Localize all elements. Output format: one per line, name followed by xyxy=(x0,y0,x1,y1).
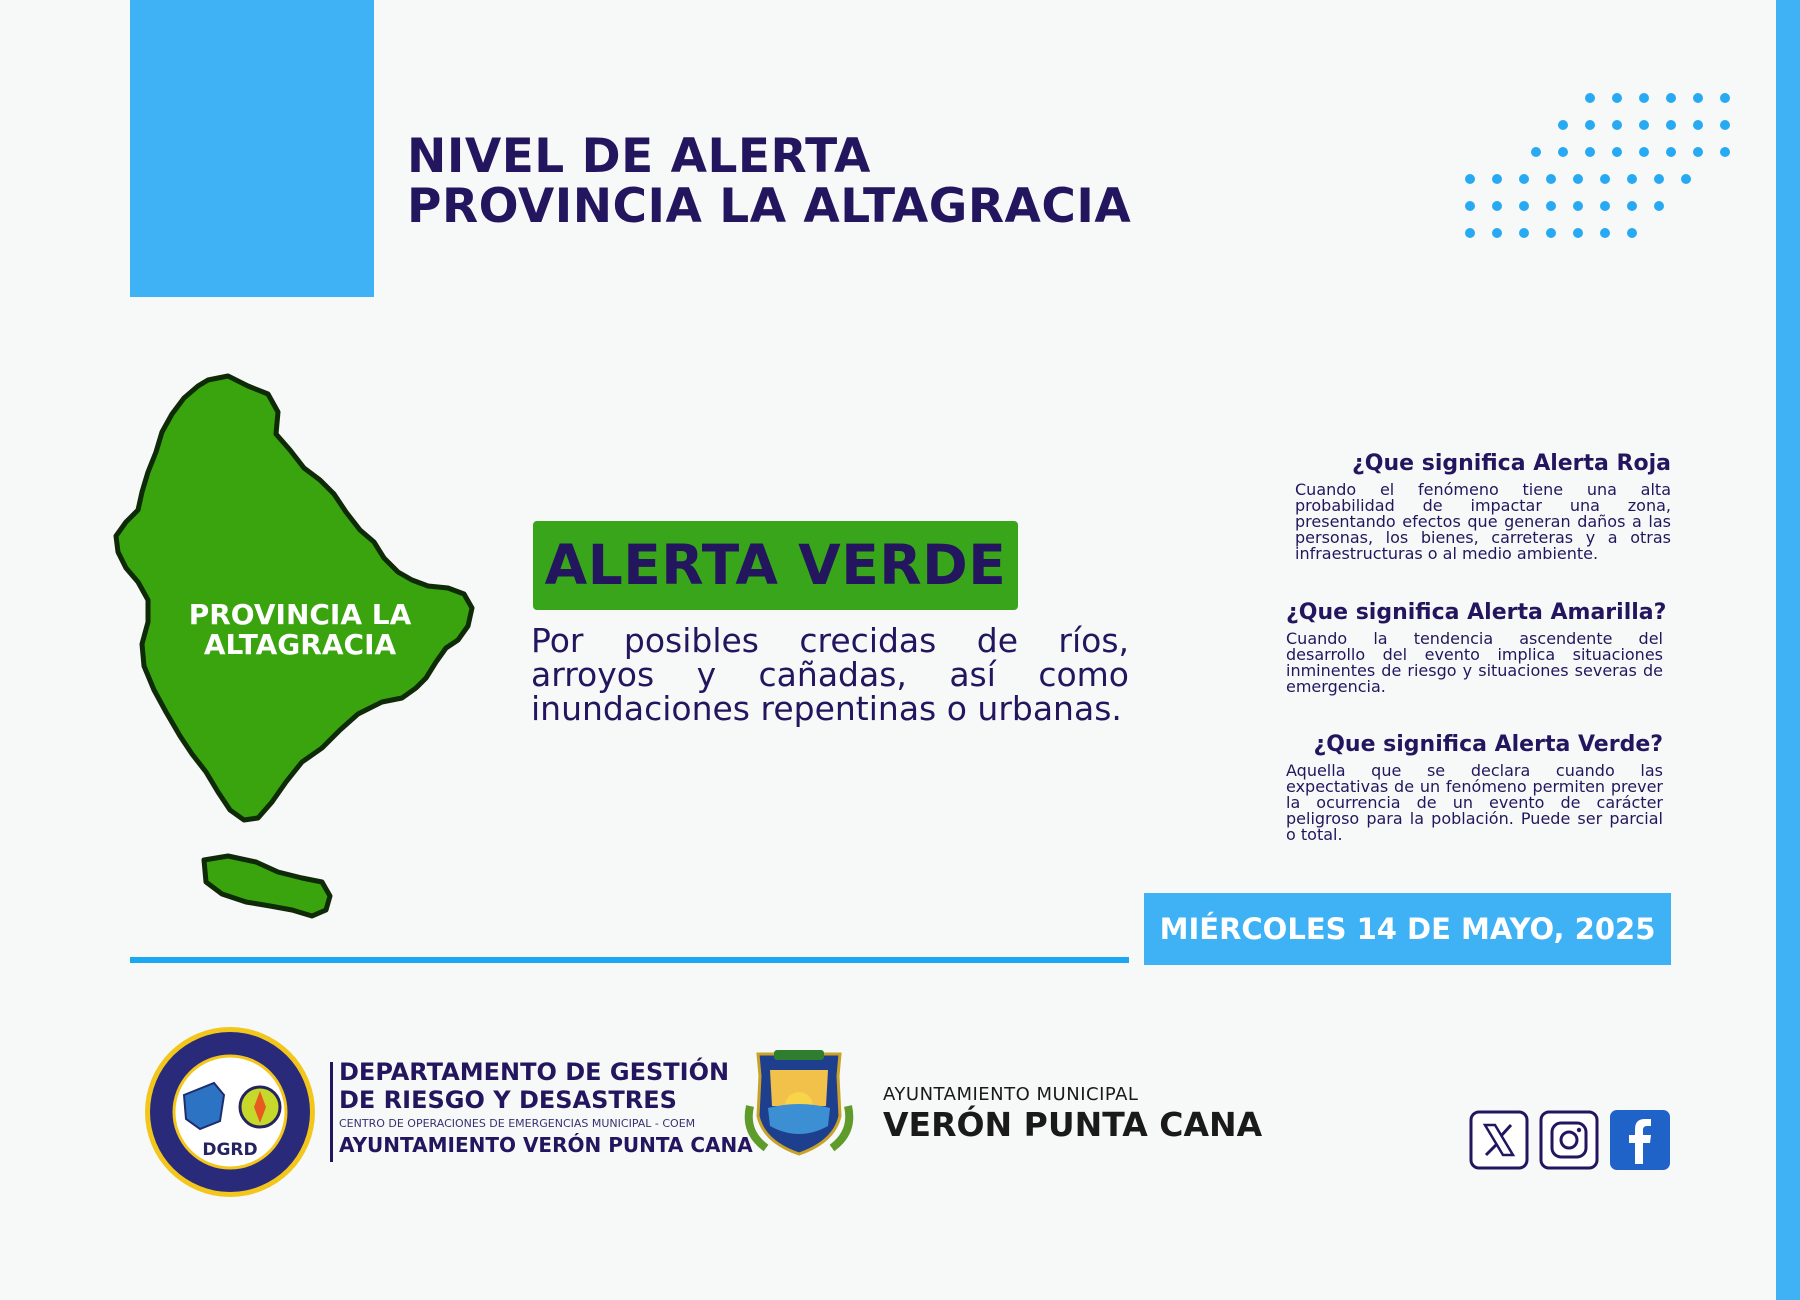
info-answer: Cuando el fenómeno tiene una alta probabilidad de impactar una zona, presentando efectos que generan daños a las personas, los bienes, carreteras y a otras infraestructuras o al medio ambiente. xyxy=(1295,480,1671,563)
decorative-dot xyxy=(1654,201,1664,211)
decorative-dot xyxy=(1612,120,1622,130)
decorative-dot xyxy=(1666,147,1676,157)
decorative-dot xyxy=(1531,147,1541,157)
decorative-dot xyxy=(1573,201,1583,211)
decorative-dot xyxy=(1600,201,1610,211)
dept-ayuntamiento: AYUNTAMIENTO VERÓN PUNTA CANA xyxy=(339,1133,753,1157)
info-answer: Aquella que se declara cuando las expectativas de un fenómeno permiten prever la ocurrencia de un evento de carácter peligroso para la población. Puede ser parcial o total. xyxy=(1286,761,1663,844)
decorative-dot xyxy=(1639,147,1649,157)
decorative-dot xyxy=(1720,147,1730,157)
ayuntamiento-block xyxy=(883,1085,1262,1145)
top-accent-square xyxy=(130,0,374,297)
decorative-dot xyxy=(1573,174,1583,184)
decorative-dot xyxy=(1681,174,1691,184)
decorative-dot xyxy=(1558,147,1568,157)
decorative-dot xyxy=(1585,120,1595,130)
decorative-dot xyxy=(1546,228,1556,238)
decorative-dot xyxy=(1627,228,1637,238)
decorative-dot xyxy=(1519,201,1529,211)
map-label: PROVINCIA LA ALTAGRACIA xyxy=(188,598,412,661)
decorative-dot xyxy=(1585,93,1595,103)
decorative-dot xyxy=(1600,228,1610,238)
dgrd-logo xyxy=(140,1025,320,1200)
facebook-icon[interactable] xyxy=(1610,1110,1670,1170)
page-title xyxy=(407,129,1132,234)
decorative-dot xyxy=(1492,228,1502,238)
decorative-dot xyxy=(1465,201,1475,211)
x-icon[interactable] xyxy=(1469,1110,1529,1170)
info-question: ¿Que significa Alerta Amarilla? xyxy=(1286,600,1667,625)
dot-pattern xyxy=(1460,88,1740,248)
instagram-icon[interactable] xyxy=(1539,1110,1599,1170)
municipal-shield-logo xyxy=(744,1046,854,1158)
decorative-dot xyxy=(1465,228,1475,238)
decorative-dot xyxy=(1654,174,1664,184)
info-question: ¿Que significa Alerta Roja xyxy=(1352,451,1671,476)
info-red-alert xyxy=(1295,450,1671,562)
decorative-dot xyxy=(1693,93,1703,103)
info-green-alert xyxy=(1286,731,1663,843)
alert-description: Por posibles crecidas de ríos, arroyos y cañadas, así como inundaciones repentinas o urbanas. xyxy=(531,621,1129,728)
decorative-dot xyxy=(1612,93,1622,103)
decorative-dot xyxy=(1612,147,1622,157)
saona-island xyxy=(204,856,330,916)
ayuntamiento-label: AYUNTAMIENTO MUNICIPAL xyxy=(883,1084,1139,1105)
decorative-dot xyxy=(1519,174,1529,184)
decorative-dot xyxy=(1639,93,1649,103)
decorative-dot xyxy=(1627,174,1637,184)
decorative-dot xyxy=(1465,174,1475,184)
info-yellow-alert xyxy=(1286,599,1667,696)
decorative-dot xyxy=(1558,120,1568,130)
title-line-1: NIVEL DE ALERTA xyxy=(407,129,871,184)
decorative-dot xyxy=(1573,228,1583,238)
alert-level-badge: ALERTA VERDE xyxy=(533,521,1018,610)
decorative-dot xyxy=(1627,201,1637,211)
decorative-dot xyxy=(1492,174,1502,184)
dept-subtitle: CENTRO DE OPERACIONES DE EMERGENCIAS MUNICIPAL - COEM xyxy=(339,1117,696,1130)
decorative-dot xyxy=(1492,201,1502,211)
title-line-2: PROVINCIA LA ALTAGRACIA xyxy=(407,179,1132,234)
dept-divider xyxy=(330,1062,333,1162)
info-answer: Cuando la tendencia ascendente del desarrollo del evento implica situaciones inminentes de riesgo y situaciones severas de emergencia. xyxy=(1286,629,1663,696)
municipality-name: VERÓN PUNTA CANA xyxy=(883,1105,1263,1144)
decorative-dot xyxy=(1666,120,1676,130)
decorative-dot xyxy=(1585,147,1595,157)
decorative-dot xyxy=(1600,174,1610,184)
date-badge: MIÉRCOLES 14 DE MAYO, 2025 xyxy=(1144,893,1671,965)
decorative-dot xyxy=(1666,93,1676,103)
decorative-dot xyxy=(1693,120,1703,130)
dept-block xyxy=(339,1058,753,1156)
divider-line xyxy=(130,957,1129,963)
decorative-dot xyxy=(1546,174,1556,184)
decorative-dot xyxy=(1519,228,1529,238)
dgrd-logo-text: DGRD xyxy=(202,1140,258,1160)
info-question: ¿Que significa Alerta Verde? xyxy=(1313,732,1663,757)
decorative-dot xyxy=(1639,120,1649,130)
decorative-dot xyxy=(1720,120,1730,130)
right-accent-bar xyxy=(1776,0,1800,1300)
decorative-dot xyxy=(1720,93,1730,103)
decorative-dot xyxy=(1693,147,1703,157)
dept-name-line-2: DE RIESGO Y DESASTRES xyxy=(339,1086,677,1114)
decorative-dot xyxy=(1546,201,1556,211)
dept-name-line-1: DEPARTAMENTO DE GESTIÓN xyxy=(339,1058,730,1086)
